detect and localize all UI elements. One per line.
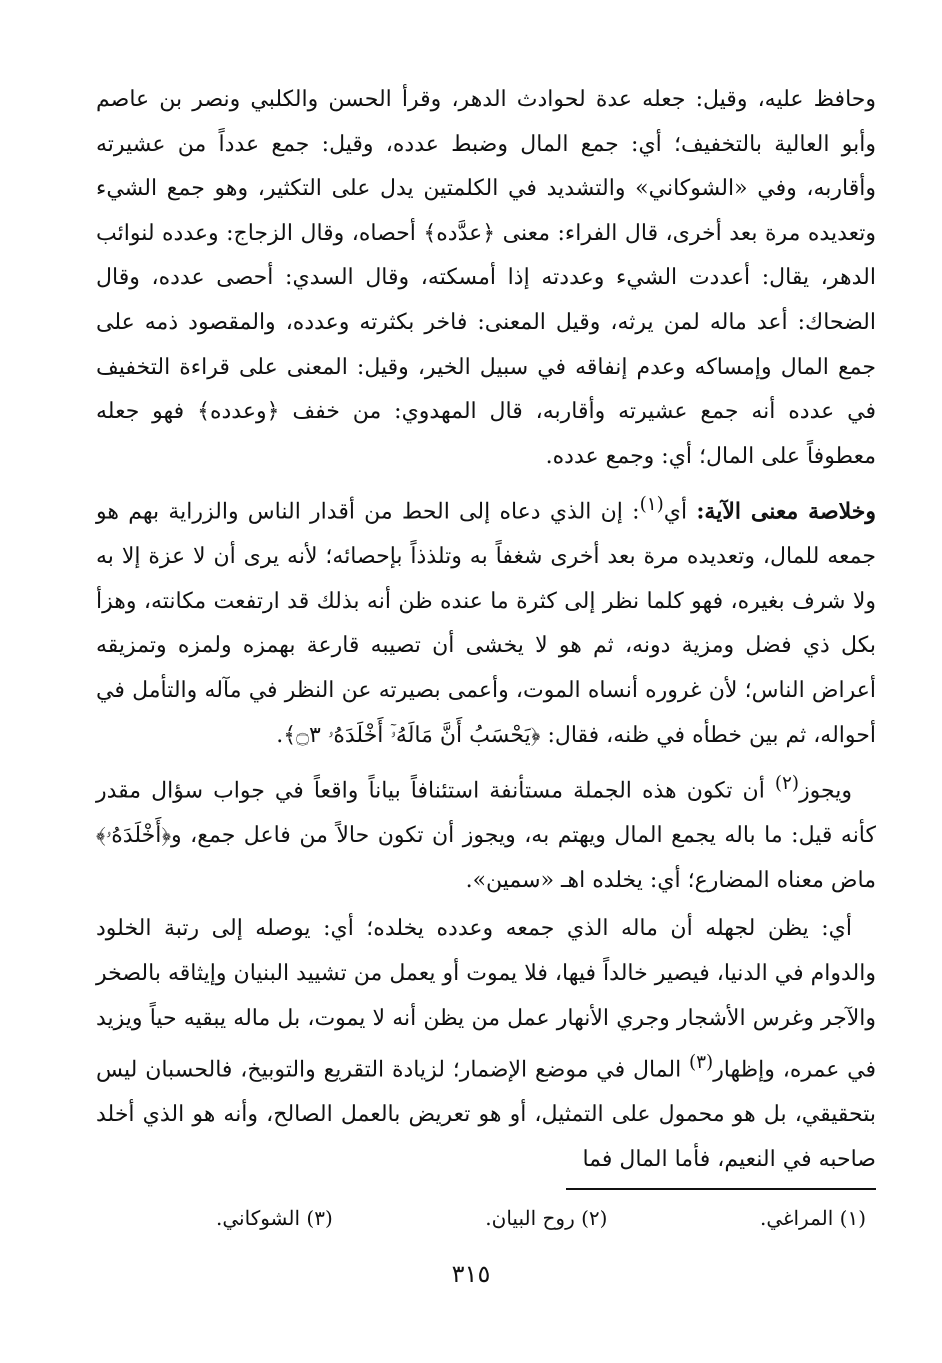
page-number: ٣١٥ (451, 1260, 491, 1288)
summary-heading: وخلاصة معنى الآية: (696, 498, 876, 525)
paragraph-3-text: أن تكون هذه الجملة مستأنفة استئنافاً بياناً واقعاً في جواب سؤال مقدر كأنه قيل: ما باله يجمع المال ويهتم به، ويجوز أن تكون حالاً من فاعل جمع، و﴿أَخْلَدَهُۥ﴾ ماض معناه المضارع؛ أي: يخلده اهـ «سمين». (96, 778, 876, 893)
paragraph-summary: وخلاصة معنى الآية: أي$^{(١)}$: إن الذي دعاه إلى الحط من أقدار الناس والزراية بهم هو جمعه للمال، وتعديده مرة بعد أخرى شغفاً به وتلذذاً بإحصائه؛ لأنه يرى أن لا عزة إلا به ولا شرف بغيره، فهو كلما نظر إلى كثرة ما عنده ظن أنه بذلك قد ارتفعت مكانته، وهزأ بكل ذي فضل ومزية دونه، ثم هو لا يخشى أن تصيبه قارعة بهمزه ولمزه وتمزيقه أعراض الناس؛ لأن غروره أنساه الموت، وأعمى بصيرته عن النظر في مآله والتأمل في أحواله، ثم بين خطأه في ظنه، فقال: ﴿يَحْسَبُ أَنَّ مَالَهُۥٓ أَخْلَدَهُۥ ۝٣﴾. (96, 494, 876, 748)
footnote-marker-1: (١) (639, 494, 664, 516)
paragraph-5-text: المال في موضع الإضمار؛ لزيادة التقريع والتوبيخ، فالحسبان ليس بتحقيقي، بل هو محمول على التمثيل، أو هو تعريض بالعمل الصالح، وأنه هو الذي أخلد صاحبه في النعيم، فأما المال فما (96, 1057, 876, 1172)
paragraph-2-text: إن الذي دعاه إلى الحط من أقدار الناس والزراية بهم هو جمعه للمال، وتعديده مرة بعد أخرى شغفاً به وتلذذاً بإحصائه؛ لأنه يرى أن لا عزة إلا به ولا شرف بغيره، فهو كلما نظر إلى كثرة ما عنده ظن أنه بذلك قد ارتفعت مكانته، وهزأ بكل ذي فضل ومزية دونه، ثم هو لا يخشى أن تصيبه قارعة بهمزه ولمزه وتمزيقه أعراض الناس؛ لأن غروره أنساه الموت، وأعمى بصيرته عن النظر في مآله والتأمل في أحواله، ثم بين خطأه في ظنه، فقال: ﴿يَحْسَبُ أَنَّ مَالَهُۥٓ أَخْلَدَهُۥ ۝٣﴾. (96, 499, 876, 748)
footnote-separator (566, 1188, 876, 1190)
footnote-1: (١) المراغي. (759, 1206, 866, 1230)
paragraph-1 (96, 78, 876, 479)
paragraph-1-text: وحافظ عليه، وقيل: جعله عدة لحوادث الدهر، وقرأ الحسن والكلبي ونصر بن عاصم وأبو العالية بالتخفيف؛ أي: جمع المال وضبط عدده، وقيل: جمع عدداً من عشيرته وأقاربه، وفي «الشوكاني» والتشديد في الكلمتين يدل على التكثير، وهو جمع الشيء وتعديده مرة بعد أخرى، قال الفراء: معنى ﴿عدَّده﴾ أحصاه، وقال الزجاج: وعدده لنوائب الدهر، يقال: أعددت الشيء وعددته إذا أمسكته، وقال السدي: أحصى عدده، وقال الضحاك: أعد ماله لمن يرثه، وقيل المعنى: فاخر بكثرته وعدده، والمقصود ذمه على جمع المال وإمساكه وعدم إنفاقه في سبيل الخير، وقيل: المعنى على قراءة التخفيف في عدده أنه جمع عشيرته وأقاربه، قال المهدوي: من خفف ﴿وعدده﴾ فهو جعله معطوفاً على المال؛ أي: وجمع عدده. (96, 87, 876, 469)
footnote-2: (٢) روح البيان. (485, 1206, 608, 1230)
footnote-3: (٣) الشوكاني. (216, 1206, 333, 1230)
paragraph-4-text: أي: يظن لجهله أن ماله الذي جمعه وعدده يخلده؛ أي: يوصله إلى رتبة الخلود والدوام في الدنيا، فيصير خالداً فيها، فلا يموت أو يعمل من تشييد البنيان وإيثاقه بالصخر والآجر وغرس الأشجار وجري الأنهار عمل من يظن أنه لا يموت، بل ماله يبقيه حياً ويزيد في عمره، وإظهار (96, 916, 876, 1083)
paragraph-meaning (96, 907, 876, 1182)
footnotes (96, 1203, 876, 1233)
may-lead: ويجوز (799, 778, 852, 804)
page-body (96, 78, 876, 1182)
footnote-marker-2: (٢) (774, 773, 800, 795)
summary-lead: أي (663, 499, 688, 525)
paragraph-grammar (96, 762, 876, 903)
footnote-marker-3: (٣) (689, 1052, 714, 1074)
